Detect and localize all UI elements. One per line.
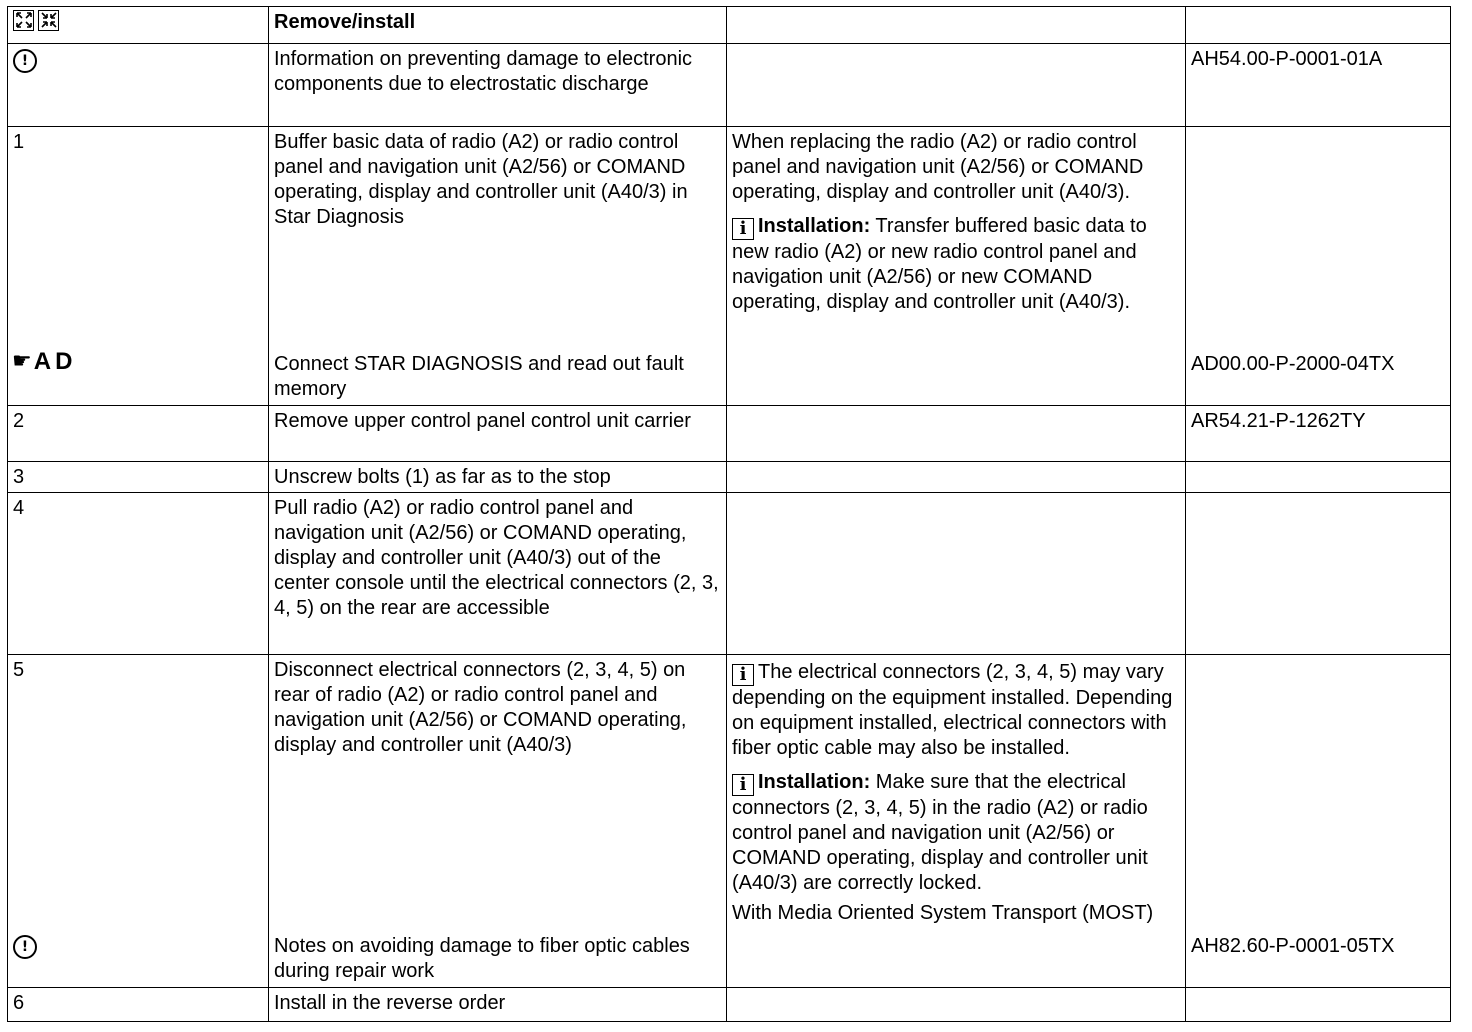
step-note-empty bbox=[727, 493, 1186, 655]
work-steps-table bbox=[7, 6, 1451, 1022]
header-empty-cell bbox=[727, 7, 1186, 44]
info-label: Installation: bbox=[758, 215, 871, 237]
step-ref-empty bbox=[1186, 493, 1451, 655]
step-note-empty bbox=[727, 988, 1186, 1022]
table-row bbox=[8, 493, 1451, 655]
row-action: Information on preventing damage to electronic components due to electrostatic discharge bbox=[269, 44, 727, 127]
step-action-cell bbox=[269, 127, 727, 406]
step-action: Unscrew bolts (1) as far as to the stop bbox=[269, 462, 727, 493]
step-note: When replacing the radio (A2) or radio control panel and navigation unit (A2/56) or COMAND operating, display and controller unit (A40/3). bbox=[732, 131, 1144, 203]
step-action: Remove upper control panel control unit carrier bbox=[269, 406, 727, 462]
step-number: 3 bbox=[8, 462, 269, 493]
step-action: Pull radio (A2) or radio control panel and navigation unit (A2/56) or COMAND operating, display and controller unit (A40/3) out of the center console until the electrical connectors (2, 3, 4, 5) on the rear are accessible bbox=[269, 493, 727, 655]
step-sub-action: Notes on avoiding damage to fiber optic cables during repair work bbox=[274, 935, 690, 982]
step-note-empty bbox=[727, 462, 1186, 493]
step-number-cell bbox=[8, 655, 269, 988]
info-icon: i bbox=[732, 664, 754, 686]
step-sub-action: Connect STAR DIAGNOSIS and read out fault memory bbox=[274, 353, 684, 400]
info-icon: i bbox=[732, 774, 754, 796]
step-action-cell bbox=[269, 655, 727, 988]
row-note bbox=[727, 44, 1186, 127]
pointing-hand-icon: ☛ bbox=[12, 349, 32, 374]
info-icon: i bbox=[732, 218, 754, 240]
table-row bbox=[8, 655, 1451, 988]
step-ref-link[interactable]: AD00.00-P-2000-04TX bbox=[1191, 353, 1395, 375]
step-ref-empty bbox=[1186, 462, 1451, 493]
collapse-icon[interactable] bbox=[38, 10, 59, 31]
info-text: Make sure that the electrical connectors (2, 3, 4, 5) in the radio (A2) or radio control panel and navigation unit (A2/56) or COMAND operating, display and controller unit (A40/3) are correctly locked. bbox=[732, 771, 1148, 894]
step-note-empty bbox=[727, 406, 1186, 462]
header-empty-cell bbox=[1186, 7, 1451, 44]
step-sub-note: With Media Oriented System Transport (MOST) bbox=[732, 902, 1154, 924]
header-icons-cell bbox=[8, 7, 269, 44]
table-row bbox=[8, 988, 1451, 1022]
info-label: Installation: bbox=[758, 771, 871, 793]
table-row bbox=[8, 462, 1451, 493]
header-row bbox=[8, 7, 1451, 44]
info-note bbox=[732, 770, 1180, 896]
step-number: 5 bbox=[13, 659, 25, 681]
step-ref-empty bbox=[1186, 988, 1451, 1022]
table-row bbox=[8, 127, 1451, 406]
info-note bbox=[732, 214, 1180, 315]
table-row bbox=[8, 44, 1451, 127]
row-ref-link[interactable]: AH54.00-P-0001-01A bbox=[1186, 44, 1451, 127]
header-title: Remove/install bbox=[269, 7, 727, 44]
step-number-cell bbox=[8, 127, 269, 406]
esd-warning-icon: ! bbox=[13, 935, 37, 959]
table-row bbox=[8, 406, 1451, 462]
step-ref-link[interactable]: AR54.21-P-1262TY bbox=[1186, 406, 1451, 462]
step-action: Disconnect electrical connectors (2, 3, 4, 5) on rear of radio (A2) or radio control panel and navigation unit (A2/56) or COMAND operating, display and controller unit (A40/3) bbox=[274, 659, 687, 756]
step-note-cell bbox=[727, 655, 1186, 988]
esd-warning-icon: ! bbox=[13, 49, 37, 73]
step-ref-link[interactable]: AH82.60-P-0001-05TX bbox=[1191, 935, 1395, 957]
step-number: 6 bbox=[8, 988, 269, 1022]
step-action: Buffer basic data of radio (A2) or radio control panel and navigation unit (A2/56) or COMAND operating, display and controller unit (A40/3) in Star Diagnosis bbox=[274, 131, 688, 228]
step-number: 2 bbox=[8, 406, 269, 462]
info-text: Transfer buffered basic data to new radio (A2) or new radio control panel and navigation unit (A2/56) or new COMAND operating, display and controller unit (A40/3). bbox=[732, 215, 1147, 313]
step-note-cell bbox=[727, 127, 1186, 406]
info-note bbox=[732, 660, 1180, 761]
step-ref-cell bbox=[1186, 655, 1451, 988]
info-text: The electrical connectors (2, 3, 4, 5) may vary depending on the equipment installed. Depending on equipment installed, electrical connectors with fiber optic cable may also be installed. bbox=[732, 661, 1173, 759]
expand-icon[interactable] bbox=[13, 10, 34, 31]
diagnosis-ad-icon: ☛ AD bbox=[12, 348, 77, 375]
row-icon-cell bbox=[8, 44, 269, 127]
step-number: 4 bbox=[8, 493, 269, 655]
step-action: Install in the reverse order bbox=[269, 988, 727, 1022]
step-number: 1 bbox=[13, 131, 25, 153]
step-ref-cell bbox=[1186, 127, 1451, 406]
